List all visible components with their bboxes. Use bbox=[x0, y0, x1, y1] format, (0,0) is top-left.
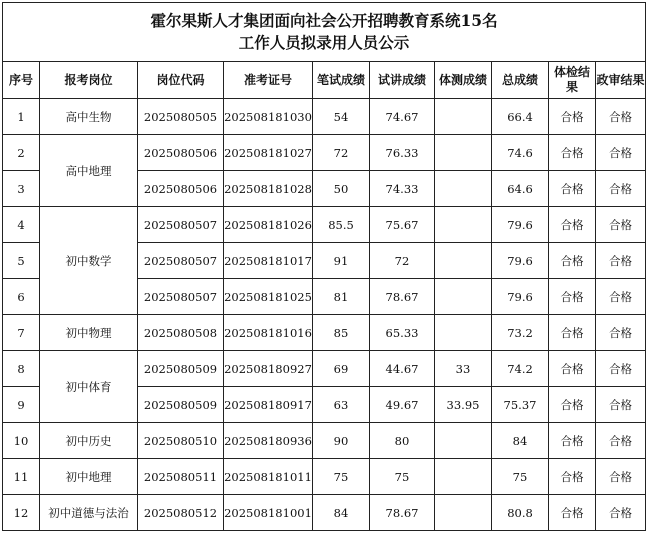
cell-ticket: 202508181025 bbox=[224, 279, 313, 315]
table-row bbox=[3, 459, 646, 495]
cell-political: 合格 bbox=[596, 495, 646, 531]
cell-political: 合格 bbox=[596, 99, 646, 135]
cell-physical bbox=[435, 279, 492, 315]
cell-written: 72 bbox=[313, 135, 370, 171]
title-line-2: 工作人员拟录用人员公示 bbox=[238, 33, 410, 52]
cell-ticket: 202508181030 bbox=[224, 99, 313, 135]
cell-code: 2025080509 bbox=[138, 387, 224, 423]
cell-written: 75 bbox=[313, 459, 370, 495]
cell-code: 2025080508 bbox=[138, 315, 224, 351]
cell-written: 63 bbox=[313, 387, 370, 423]
cell-political: 合格 bbox=[596, 315, 646, 351]
cell-seq: 4 bbox=[3, 207, 40, 243]
cell-physical: 33 bbox=[435, 351, 492, 387]
cell-total: 73.2 bbox=[492, 315, 549, 351]
cell-lecture: 49.67 bbox=[370, 387, 435, 423]
cell-written: 91 bbox=[313, 243, 370, 279]
announcement-sheet bbox=[2, 2, 645, 531]
cell-total: 66.4 bbox=[492, 99, 549, 135]
table-row bbox=[3, 99, 646, 135]
cell-code: 2025080505 bbox=[138, 99, 224, 135]
cell-medical: 合格 bbox=[549, 99, 596, 135]
cell-medical: 合格 bbox=[549, 495, 596, 531]
cell-position: 初中地理 bbox=[40, 459, 138, 495]
cell-physical bbox=[435, 315, 492, 351]
cell-political: 合格 bbox=[596, 171, 646, 207]
page-title bbox=[3, 3, 646, 62]
cell-lecture: 78.67 bbox=[370, 495, 435, 531]
cell-political: 合格 bbox=[596, 135, 646, 171]
cell-political: 合格 bbox=[596, 243, 646, 279]
table-row bbox=[3, 495, 646, 531]
cell-lecture: 75 bbox=[370, 459, 435, 495]
cell-physical bbox=[435, 243, 492, 279]
cell-position: 高中地理 bbox=[40, 135, 138, 207]
cell-written: 84 bbox=[313, 495, 370, 531]
cell-political: 合格 bbox=[596, 423, 646, 459]
cell-position: 初中历史 bbox=[40, 423, 138, 459]
table-row bbox=[3, 423, 646, 459]
header-ticket: 准考证号 bbox=[224, 62, 313, 99]
cell-code: 2025080506 bbox=[138, 171, 224, 207]
table-row bbox=[3, 135, 646, 171]
cell-total: 84 bbox=[492, 423, 549, 459]
cell-code: 2025080506 bbox=[138, 135, 224, 171]
cell-total: 75 bbox=[492, 459, 549, 495]
title-row bbox=[3, 3, 646, 62]
header-political: 政审结果 bbox=[596, 62, 646, 99]
cell-code: 2025080507 bbox=[138, 207, 224, 243]
cell-ticket: 202508181001 bbox=[224, 495, 313, 531]
cell-lecture: 74.67 bbox=[370, 99, 435, 135]
cell-ticket: 202508180936 bbox=[224, 423, 313, 459]
cell-ticket: 202508180917 bbox=[224, 387, 313, 423]
cell-medical: 合格 bbox=[549, 279, 596, 315]
cell-position: 初中体育 bbox=[40, 351, 138, 423]
cell-medical: 合格 bbox=[549, 459, 596, 495]
cell-medical: 合格 bbox=[549, 387, 596, 423]
cell-written: 85.5 bbox=[313, 207, 370, 243]
cell-medical: 合格 bbox=[549, 315, 596, 351]
cell-position: 初中道德与法治 bbox=[40, 495, 138, 531]
cell-total: 75.37 bbox=[492, 387, 549, 423]
header-code: 岗位代码 bbox=[138, 62, 224, 99]
cell-lecture: 65.33 bbox=[370, 315, 435, 351]
cell-seq: 8 bbox=[3, 351, 40, 387]
cell-seq: 5 bbox=[3, 243, 40, 279]
cell-lecture: 78.67 bbox=[370, 279, 435, 315]
cell-code: 2025080512 bbox=[138, 495, 224, 531]
cell-total: 64.6 bbox=[492, 171, 549, 207]
cell-written: 50 bbox=[313, 171, 370, 207]
cell-total: 74.2 bbox=[492, 351, 549, 387]
cell-medical: 合格 bbox=[549, 135, 596, 171]
cell-position: 初中物理 bbox=[40, 315, 138, 351]
cell-seq: 3 bbox=[3, 171, 40, 207]
cell-seq: 1 bbox=[3, 99, 40, 135]
cell-code: 2025080509 bbox=[138, 351, 224, 387]
cell-written: 81 bbox=[313, 279, 370, 315]
cell-lecture: 74.33 bbox=[370, 171, 435, 207]
cell-ticket: 202508181016 bbox=[224, 315, 313, 351]
cell-total: 74.6 bbox=[492, 135, 549, 171]
cell-physical bbox=[435, 423, 492, 459]
cell-code: 2025080507 bbox=[138, 279, 224, 315]
header-total: 总成绩 bbox=[492, 62, 549, 99]
cell-total: 79.6 bbox=[492, 243, 549, 279]
header-position: 报考岗位 bbox=[40, 62, 138, 99]
cell-political: 合格 bbox=[596, 387, 646, 423]
cell-physical bbox=[435, 495, 492, 531]
cell-political: 合格 bbox=[596, 459, 646, 495]
table-row bbox=[3, 315, 646, 351]
results-table bbox=[2, 2, 646, 531]
cell-medical: 合格 bbox=[549, 351, 596, 387]
cell-written: 54 bbox=[313, 99, 370, 135]
cell-total: 80.8 bbox=[492, 495, 549, 531]
header-written: 笔试成绩 bbox=[313, 62, 370, 99]
cell-political: 合格 bbox=[596, 279, 646, 315]
cell-medical: 合格 bbox=[549, 423, 596, 459]
title-line-1: 霍尔果斯人才集团面向社会公开招聘教育系统15名 bbox=[150, 11, 498, 30]
cell-physical bbox=[435, 171, 492, 207]
cell-seq: 7 bbox=[3, 315, 40, 351]
cell-lecture: 80 bbox=[370, 423, 435, 459]
cell-seq: 10 bbox=[3, 423, 40, 459]
cell-lecture: 72 bbox=[370, 243, 435, 279]
cell-position: 高中生物 bbox=[40, 99, 138, 135]
cell-political: 合格 bbox=[596, 351, 646, 387]
cell-physical bbox=[435, 207, 492, 243]
cell-seq: 9 bbox=[3, 387, 40, 423]
cell-lecture: 75.67 bbox=[370, 207, 435, 243]
table-row bbox=[3, 207, 646, 243]
header-medical: 体检结果 bbox=[549, 62, 596, 99]
header-physical: 体测成绩 bbox=[435, 62, 492, 99]
cell-position: 初中数学 bbox=[40, 207, 138, 315]
header-row bbox=[3, 62, 646, 99]
cell-ticket: 202508181011 bbox=[224, 459, 313, 495]
table-row bbox=[3, 351, 646, 387]
cell-physical bbox=[435, 459, 492, 495]
cell-written: 90 bbox=[313, 423, 370, 459]
cell-medical: 合格 bbox=[549, 171, 596, 207]
cell-written: 69 bbox=[313, 351, 370, 387]
cell-physical: 33.95 bbox=[435, 387, 492, 423]
cell-total: 79.6 bbox=[492, 279, 549, 315]
cell-medical: 合格 bbox=[549, 207, 596, 243]
header-lecture: 试讲成绩 bbox=[370, 62, 435, 99]
cell-seq: 6 bbox=[3, 279, 40, 315]
cell-lecture: 76.33 bbox=[370, 135, 435, 171]
cell-physical bbox=[435, 135, 492, 171]
cell-written: 85 bbox=[313, 315, 370, 351]
cell-total: 79.6 bbox=[492, 207, 549, 243]
cell-ticket: 202508181027 bbox=[224, 135, 313, 171]
cell-seq: 12 bbox=[3, 495, 40, 531]
cell-medical: 合格 bbox=[549, 243, 596, 279]
cell-political: 合格 bbox=[596, 207, 646, 243]
cell-lecture: 44.67 bbox=[370, 351, 435, 387]
cell-ticket: 202508181017 bbox=[224, 243, 313, 279]
cell-ticket: 202508181028 bbox=[224, 171, 313, 207]
cell-ticket: 202508180927 bbox=[224, 351, 313, 387]
cell-physical bbox=[435, 99, 492, 135]
cell-seq: 11 bbox=[3, 459, 40, 495]
cell-ticket: 202508181026 bbox=[224, 207, 313, 243]
cell-code: 2025080510 bbox=[138, 423, 224, 459]
cell-code: 2025080511 bbox=[138, 459, 224, 495]
cell-code: 2025080507 bbox=[138, 243, 224, 279]
cell-seq: 2 bbox=[3, 135, 40, 171]
header-seq: 序号 bbox=[3, 62, 40, 99]
